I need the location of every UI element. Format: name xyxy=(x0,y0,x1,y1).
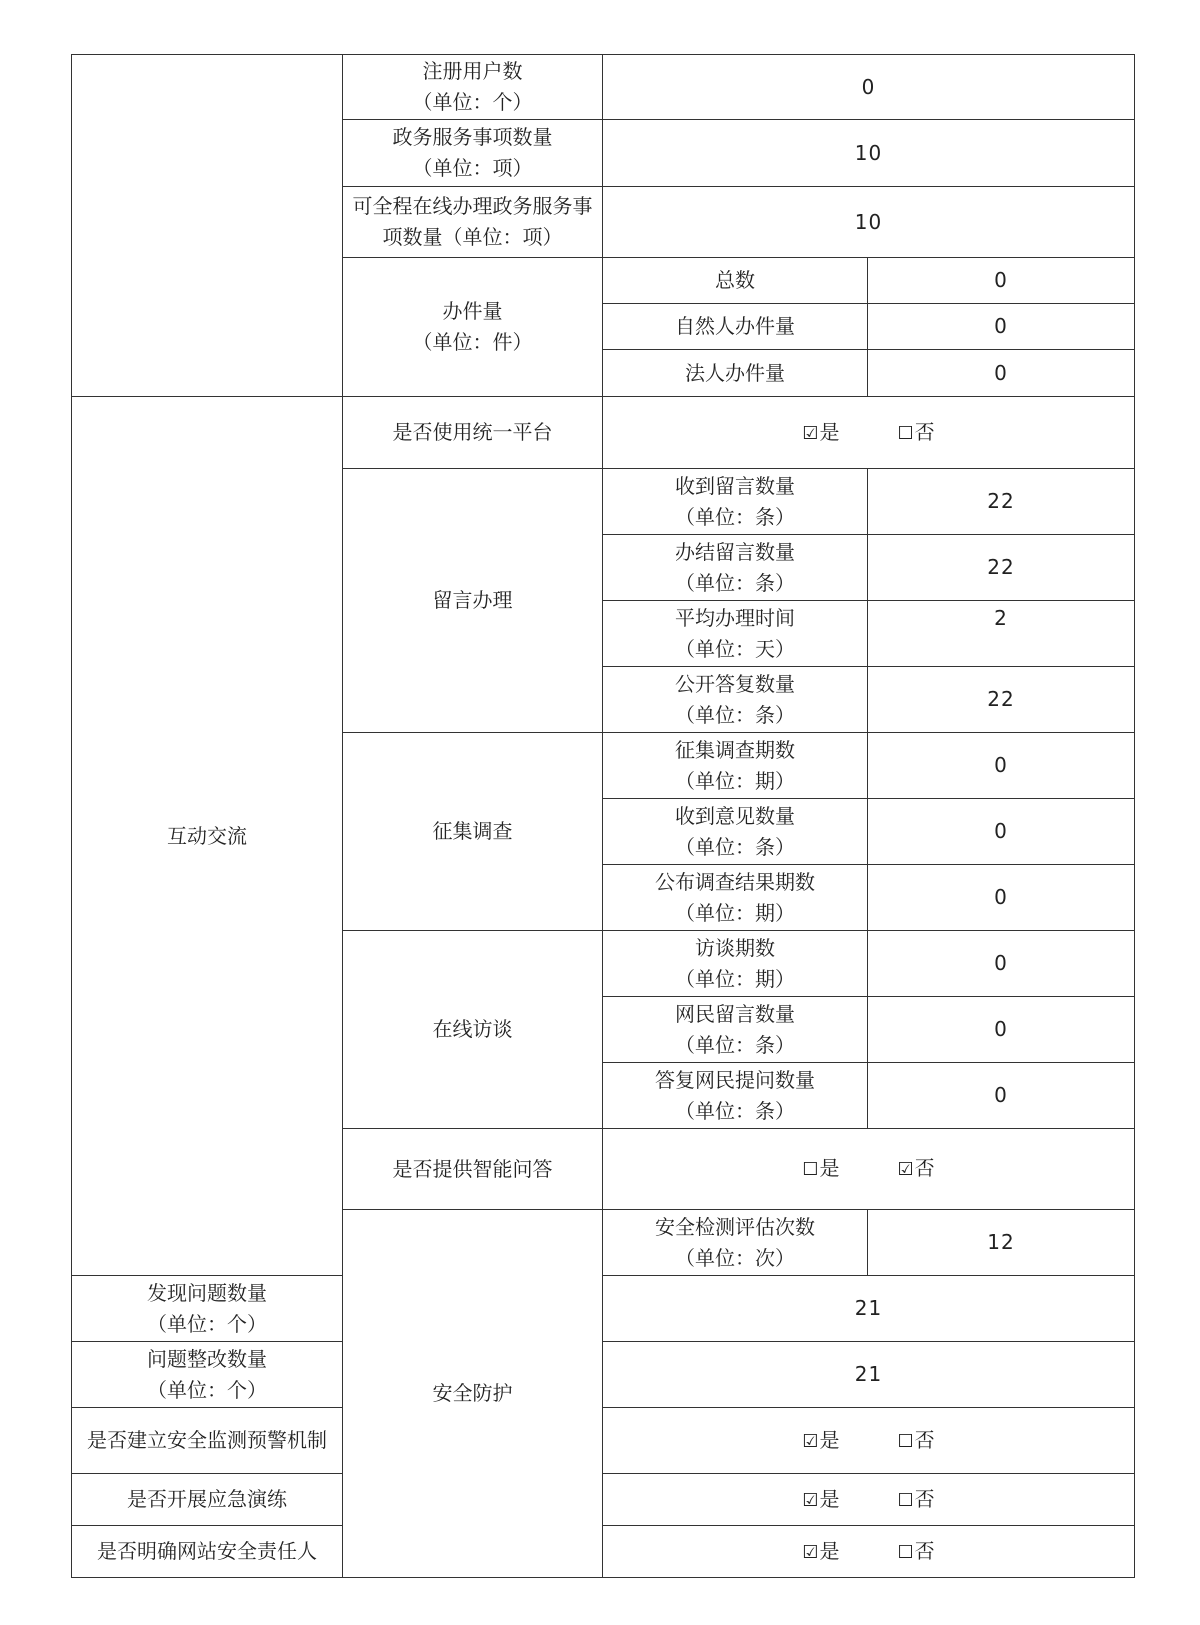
section-security: 安全防护 xyxy=(343,1210,603,1578)
checked-box-icon: ☑ xyxy=(802,1541,819,1563)
smart-qa-label: 是否提供智能问答 xyxy=(343,1129,603,1210)
drills-yes[interactable]: ☑是 xyxy=(802,1486,840,1511)
warning-mechanism-label: 是否建立安全监测预警机制 xyxy=(72,1408,343,1474)
drills-options xyxy=(603,1474,1135,1526)
survey-periods-label: 征集调查期数 （单位：期） xyxy=(603,733,868,799)
checked-box-icon: ☑ xyxy=(802,1430,819,1452)
messages-received-label: 收到留言数量 （单位：条） xyxy=(603,469,868,535)
drills-label: 是否开展应急演练 xyxy=(72,1474,343,1526)
service-items-value: 10 xyxy=(603,120,1135,187)
service-items-label: 政务服务事项数量 （单位：项） xyxy=(343,120,603,187)
messages-completed-value: 22 xyxy=(868,535,1135,601)
interview-answers-value: 0 xyxy=(868,1063,1135,1129)
registered-users-label: 注册用户数 （单位：个） xyxy=(343,55,603,120)
unchecked-box-icon: ☐ xyxy=(897,422,914,444)
online-items-label: 可全程在线办理政务服务事项数量（单位：项） xyxy=(343,187,603,258)
survey-periods-value: 0 xyxy=(868,733,1135,799)
interview-messages-value: 0 xyxy=(868,997,1135,1063)
cases-natural-value: 0 xyxy=(868,304,1135,350)
unchecked-box-icon: ☐ xyxy=(802,1159,819,1180)
responsible-person-options xyxy=(603,1526,1135,1578)
messages-received-value: 22 xyxy=(868,469,1135,535)
survey-results-value: 0 xyxy=(868,865,1135,931)
unified-platform-label: 是否使用统一平台 xyxy=(343,397,603,469)
cases-total-label: 总数 xyxy=(603,258,868,304)
messages-label: 留言办理 xyxy=(343,469,603,733)
interview-periods-label: 访谈期数 （单位：期） xyxy=(603,931,868,997)
warning-mechanism-no[interactable]: ☐否 xyxy=(897,1427,935,1452)
smart-qa-no[interactable]: ☑否 xyxy=(897,1156,935,1180)
messages-public-replies-value: 22 xyxy=(868,667,1135,733)
issues-fixed-label: 问题整改数量 （单位：个） xyxy=(72,1342,343,1408)
responsible-person-no[interactable]: ☐否 xyxy=(897,1538,935,1563)
drills-no[interactable]: ☐否 xyxy=(897,1486,935,1511)
warning-mechanism-options xyxy=(603,1408,1135,1474)
assessments-value: 12 xyxy=(868,1210,1135,1276)
unchecked-box-icon: ☐ xyxy=(897,1430,914,1452)
smart-qa-yes[interactable]: ☐是 xyxy=(802,1156,840,1180)
unified-platform-no[interactable]: ☐否 xyxy=(897,419,935,444)
unified-platform-yes[interactable]: ☑是 xyxy=(802,419,840,444)
survey-opinions-value: 0 xyxy=(868,799,1135,865)
survey-opinions-label: 收到意见数量 （单位：条） xyxy=(603,799,868,865)
issues-found-value: 21 xyxy=(603,1276,1135,1342)
cases-natural-label: 自然人办件量 xyxy=(603,304,868,350)
warning-mechanism-yes[interactable]: ☑是 xyxy=(802,1427,840,1452)
unchecked-box-icon: ☐ xyxy=(897,1541,914,1563)
section-cell-blank xyxy=(72,55,343,397)
online-items-value: 10 xyxy=(603,187,1135,258)
issues-fixed-value: 21 xyxy=(603,1342,1135,1408)
interview-messages-label: 网民留言数量 （单位：条） xyxy=(603,997,868,1063)
messages-avg-time-label: 平均办理时间 （单位：天） xyxy=(603,601,868,667)
unchecked-box-icon: ☐ xyxy=(897,1489,914,1511)
cases-legal-value: 0 xyxy=(868,350,1135,397)
interview-periods-value: 0 xyxy=(868,931,1135,997)
issues-found-label: 发现问题数量 （单位：个） xyxy=(72,1276,343,1342)
registered-users-value: 0 xyxy=(603,55,1135,120)
messages-avg-time-value: 2 xyxy=(868,601,1135,667)
survey-label: 征集调查 xyxy=(343,733,603,931)
checked-box-icon: ☑ xyxy=(897,1159,914,1180)
smart-qa-options xyxy=(603,1129,1135,1210)
messages-completed-label: 办结留言数量 （单位：条） xyxy=(603,535,868,601)
cases-label: 办件量 （单位：件） xyxy=(343,258,603,397)
messages-public-replies-label: 公开答复数量 （单位：条） xyxy=(603,667,868,733)
assessments-label: 安全检测评估次数 （单位：次） xyxy=(603,1210,868,1276)
interview-label: 在线访谈 xyxy=(343,931,603,1129)
unified-platform-options xyxy=(603,397,1135,469)
website-report-table xyxy=(71,54,1135,1578)
responsible-person-label: 是否明确网站安全责任人 xyxy=(72,1526,343,1578)
survey-results-label: 公布调查结果期数 （单位：期） xyxy=(603,865,868,931)
section-interaction: 互动交流 xyxy=(72,397,343,1276)
checked-box-icon: ☑ xyxy=(802,1489,819,1511)
responsible-person-yes[interactable]: ☑是 xyxy=(802,1538,840,1563)
cases-total-value: 0 xyxy=(868,258,1135,304)
cases-legal-label: 法人办件量 xyxy=(603,350,868,397)
interview-answers-label: 答复网民提问数量 （单位：条） xyxy=(603,1063,868,1129)
checked-box-icon: ☑ xyxy=(802,422,819,444)
